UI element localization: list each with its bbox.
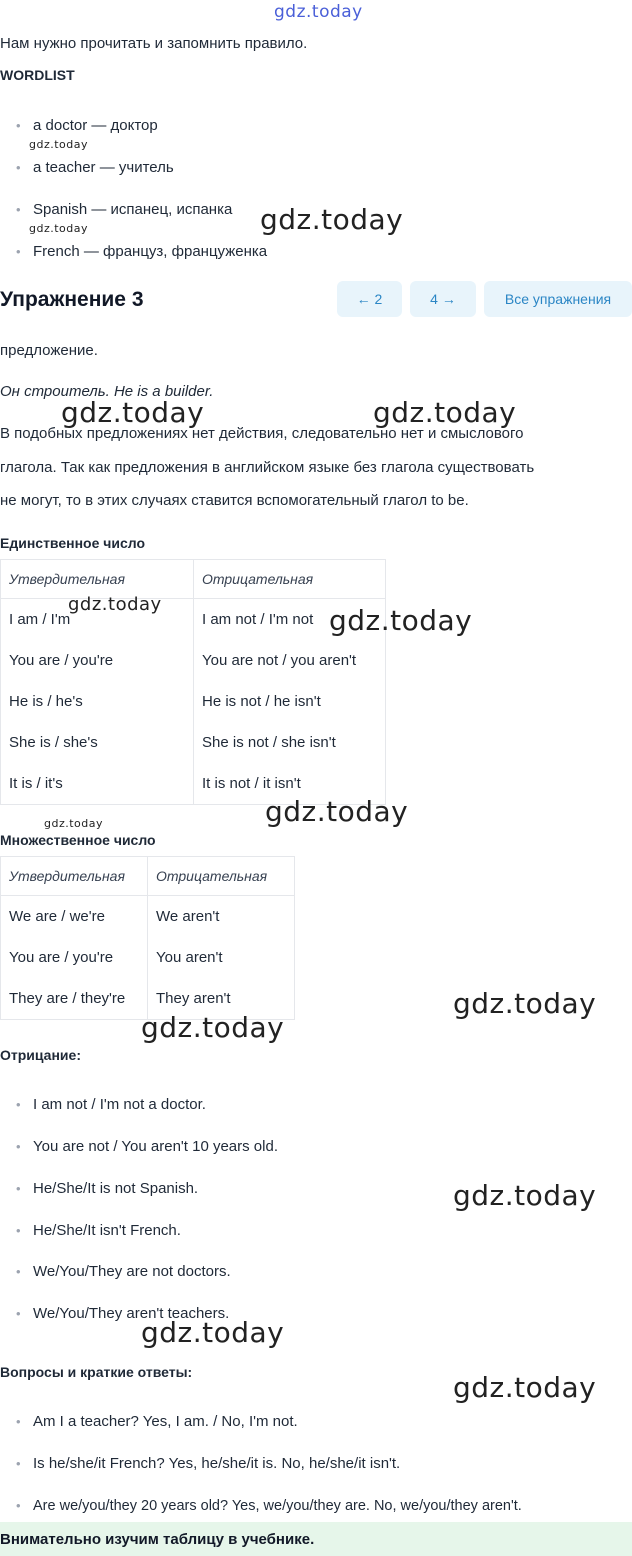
- bullet-icon: •: [16, 202, 21, 217]
- rule-sentence-start: предложение.: [0, 342, 98, 359]
- table-cell: He is / he's: [1, 681, 194, 722]
- watermark: gdz.today: [453, 1179, 597, 1212]
- intro-text: Нам нужно прочитать и запомнить правило.: [0, 35, 308, 52]
- rule-paragraph-line: В подобных предложениях нет действия, следовательно нет и смыслового: [0, 425, 524, 442]
- table-cell: She is not / she isn't: [194, 722, 386, 763]
- table-header: Утвердительная: [1, 857, 148, 896]
- table-row: [1, 896, 295, 938]
- list-item: Are we/you/they 20 years old? Yes, we/you/they are. No, we/you/they aren't.: [33, 1498, 522, 1514]
- table-cell: You are / you're: [1, 640, 194, 681]
- bullet-icon: •: [16, 1264, 21, 1279]
- table-cell: He is not / he isn't: [194, 681, 386, 722]
- plural-table: [0, 856, 295, 1020]
- table-cell: They are / they're: [1, 978, 148, 1020]
- watermark: gdz.today: [61, 396, 205, 429]
- rule-paragraph-line: глагола. Так как предложения в английском языке без глагола существовать: [0, 459, 535, 476]
- table-row: [1, 722, 386, 763]
- wordlist-title: WORDLIST: [0, 67, 75, 83]
- table-cell: It is not / it isn't: [194, 763, 386, 805]
- table-row: [1, 937, 295, 978]
- all-exercises-button[interactable]: Все упражнения: [484, 281, 632, 317]
- bullet-icon: •: [16, 1181, 21, 1196]
- bullet-icon: •: [16, 1139, 21, 1154]
- watermark: gdz.today: [141, 1011, 285, 1044]
- bullet-icon: •: [16, 160, 21, 175]
- table-cell: I am not / I'm not: [194, 599, 386, 641]
- bullet-icon: •: [16, 1414, 21, 1429]
- table-cell: She is / she's: [1, 722, 194, 763]
- watermark: gdz.today: [44, 817, 104, 830]
- table-header: Утвердительная: [1, 560, 194, 599]
- table-header: Отрицательная: [148, 857, 295, 896]
- exercise-title: Упражнение 3: [0, 288, 144, 311]
- prev-exercise-button[interactable]: ← 2: [337, 281, 402, 317]
- list-item: Am I a teacher? Yes, I am. / No, I'm not.: [33, 1413, 298, 1430]
- wordlist-item: a teacher — учитель: [33, 159, 174, 176]
- table-row: [1, 599, 386, 641]
- table-cell: We aren't: [148, 896, 295, 938]
- bullet-icon: •: [16, 1223, 21, 1238]
- header-watermark: gdz.today: [274, 2, 363, 22]
- next-exercise-button[interactable]: 4 →: [410, 281, 476, 317]
- watermark: gdz.today: [29, 138, 89, 151]
- wordlist-item: French — француз, француженка: [33, 243, 268, 260]
- table-cell: We are / we're: [1, 896, 148, 938]
- list-item: You are not / You aren't 10 years old.: [33, 1138, 278, 1155]
- list-item: He/She/It isn't French.: [33, 1222, 181, 1239]
- watermark: gdz.today: [453, 987, 597, 1020]
- watermark: gdz.today: [265, 795, 409, 828]
- bullet-icon: •: [16, 1498, 21, 1513]
- questions-title: Вопросы и краткие ответы:: [0, 1364, 193, 1380]
- list-item: Is he/she/it French? Yes, he/she/it is. No, he/she/it isn't.: [33, 1455, 401, 1472]
- list-item: I am not / I'm not a doctor.: [33, 1096, 206, 1113]
- rule-example: Он строитель. He is a builder.: [0, 383, 214, 400]
- watermark: gdz.today: [260, 203, 404, 236]
- list-item: We/You/They are not doctors.: [33, 1263, 231, 1280]
- negation-title: Отрицание:: [0, 1047, 81, 1063]
- singular-title: Единственное число: [0, 535, 146, 551]
- bullet-icon: •: [16, 1097, 21, 1112]
- watermark: gdz.today: [141, 1316, 285, 1349]
- rule-paragraph-line: не могут, то в этих случаях ставится вспомогательный глагол to be.: [0, 492, 469, 509]
- table-cell: You are not / you aren't: [194, 640, 386, 681]
- table-row: [1, 681, 386, 722]
- watermark: gdz.today: [453, 1371, 597, 1404]
- watermark: gdz.today: [68, 594, 162, 615]
- table-cell: You are / you're: [1, 937, 148, 978]
- watermark: gdz.today: [329, 604, 473, 637]
- bullet-icon: •: [16, 244, 21, 259]
- wordlist-item: Spanish — испанец, испанка: [33, 201, 233, 218]
- table-cell: You aren't: [148, 937, 295, 978]
- watermark: gdz.today: [373, 396, 517, 429]
- footer-text: Внимательно изучим таблицу в учебнике.: [0, 1531, 315, 1548]
- bullet-icon: •: [16, 1306, 21, 1321]
- bullet-icon: •: [16, 118, 21, 133]
- table-cell: They aren't: [148, 978, 295, 1020]
- bullet-icon: •: [16, 1456, 21, 1471]
- list-item: We/You/They aren't teachers.: [33, 1305, 230, 1322]
- watermark: gdz.today: [29, 222, 89, 235]
- table-header: Отрицательная: [194, 560, 386, 599]
- table-row: [1, 640, 386, 681]
- plural-title: Множественное число: [0, 832, 156, 848]
- wordlist-item: a doctor — доктор: [33, 117, 158, 134]
- table-cell: I am / I'm: [1, 599, 194, 641]
- singular-table: [0, 559, 386, 805]
- list-item: He/She/It is not Spanish.: [33, 1180, 199, 1197]
- table-cell: It is / it's: [1, 763, 194, 805]
